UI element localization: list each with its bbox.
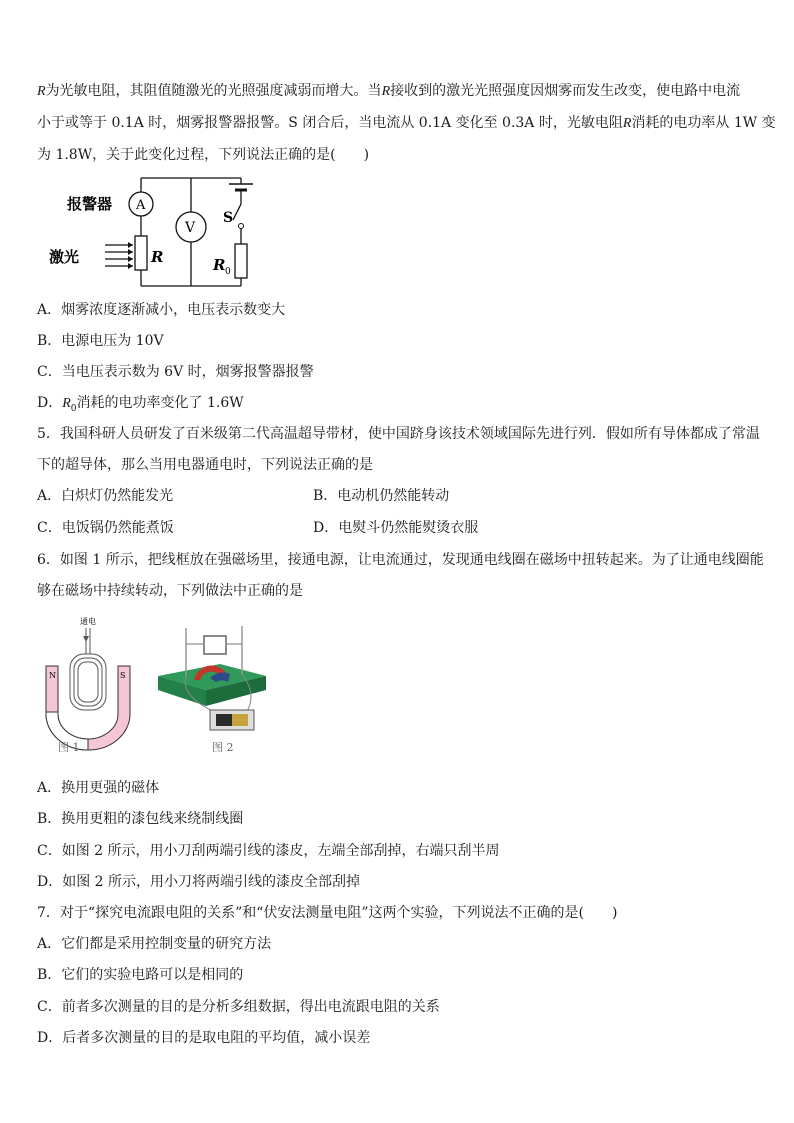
q6-option-b[interactable]: B．换用更粗的漆包线来绕制线圈 xyxy=(37,811,244,827)
resistor-r0-subscript: 0 xyxy=(225,267,231,277)
ammeter-label: A xyxy=(136,198,146,213)
q4-stem-1b: 接收到的激光光照强度因烟雾而发生改变，使电路中电流 xyxy=(390,83,741,99)
q6-option-a[interactable]: A．换用更强的磁体 xyxy=(37,780,160,796)
q4-option-d-prefix: D． xyxy=(37,395,63,411)
q4-stem-line-1 xyxy=(37,81,740,102)
fig1-current-label: 通电 xyxy=(80,617,96,626)
q4-option-b[interactable]: B．电源电压为 10V xyxy=(37,333,164,349)
q4-option-c[interactable]: C．当电压表示数为 6V 时，烟雾报警器报警 xyxy=(37,364,314,380)
q4-stem-line-2 xyxy=(37,113,776,134)
q7-stem: 7．对于“探究电流跟电阻的关系”和“伏安法测量电阻”这两个实验，下列说法不正确的是( ) xyxy=(37,905,618,921)
q4-option-a[interactable]: A．烟雾浓度逐渐减小，电压表示数变大 xyxy=(37,302,286,318)
q4-option-d-var: R xyxy=(62,396,71,411)
q4-var-r-3: R xyxy=(622,116,632,131)
q7-option-a[interactable]: A．它们都是采用控制变量的研究方法 xyxy=(37,936,272,952)
voltmeter-label: V xyxy=(185,220,196,236)
q4-stem-1a: 为光敏电阻，其阻值随激光的光照强度减弱而增大。当 xyxy=(45,83,382,99)
q5-stem-line-1: 5．我国科研人员研发了百米级第二代高温超导带材，使中国跻身该技术领域国际先进行列．假如所有导体都成了常温 xyxy=(37,426,760,442)
fig2-caption: 图 2 xyxy=(212,741,234,754)
q6-figure-2 xyxy=(150,618,280,748)
resistor-r-label: R xyxy=(151,248,164,266)
q7-option-b[interactable]: B．它们的实验电路可以是相同的 xyxy=(37,967,244,983)
q5-option-a[interactable]: A．白炽灯仍然能发光 xyxy=(37,488,174,504)
q6-option-c[interactable]: C．如图 2 所示，用小刀刮两端引线的漆皮，左端全部刮掉，右端只刮半周 xyxy=(37,843,500,859)
q5-option-b[interactable]: B．电动机仍然能转动 xyxy=(313,488,450,504)
fig1-n-pole-label: N xyxy=(49,671,56,680)
q4-circuit-diagram xyxy=(45,170,285,290)
q7-option-d[interactable]: D．后者多次测量的目的是取电阻的平均值，减小误差 xyxy=(37,1030,371,1046)
q6-figure-1 xyxy=(40,612,140,757)
q5-option-c[interactable]: C．电饭锅仍然能煮饭 xyxy=(37,520,174,536)
alarm-label: 报警器 xyxy=(67,195,113,213)
q7-option-c[interactable]: C．前者多次测量的目的是分析多组数据，得出电流跟电阻的关系 xyxy=(37,999,440,1015)
q4-stem-2b: 消耗的电功率从 1W 变 xyxy=(631,115,776,131)
q4-option-d[interactable] xyxy=(37,393,244,419)
q4-stem-2: 小于或等于 0.1A 时，烟雾报警器报警。S 闭合后，当电流从 0.1A 变化至 0.3A 时，光敏电阻 xyxy=(37,115,623,131)
q6-stem-line-2: 够在磁场中持续转动，下列做法中正确的是 xyxy=(37,583,303,599)
q4-var-r: R xyxy=(37,84,46,99)
q6-stem-line-1: 6．如图 1 所示，把线框放在强磁场里，接通电源，让电流通过，发现通电线圈在磁场中扭转起来。为了让通电线圈能 xyxy=(37,552,764,568)
q4-option-d-sub: 0 xyxy=(70,403,77,414)
fig1-s-pole-label: S xyxy=(120,671,126,680)
switch-s-label: S xyxy=(223,210,234,226)
q5-stem-line-2: 下的超导体，那么当用电器通电时，下列说法正确的是 xyxy=(37,457,373,473)
q4-option-d-rest: 消耗的电功率变化了 1.6W xyxy=(76,395,244,411)
q4-var-r-2: R xyxy=(381,84,391,99)
q6-option-d[interactable]: D．如图 2 所示，用小刀将两端引线的漆皮全部刮掉 xyxy=(37,874,361,890)
fig1-caption: 图 1 xyxy=(58,741,80,754)
q4-stem-line-3: 为 1.8W，关于此变化过程，下列说法正确的是( ) xyxy=(37,147,370,163)
q5-option-d[interactable]: D．电熨斗仍然能熨烫衣服 xyxy=(313,520,479,536)
laser-label: 激光 xyxy=(49,248,80,266)
resistor-r0-label: R xyxy=(213,256,226,274)
